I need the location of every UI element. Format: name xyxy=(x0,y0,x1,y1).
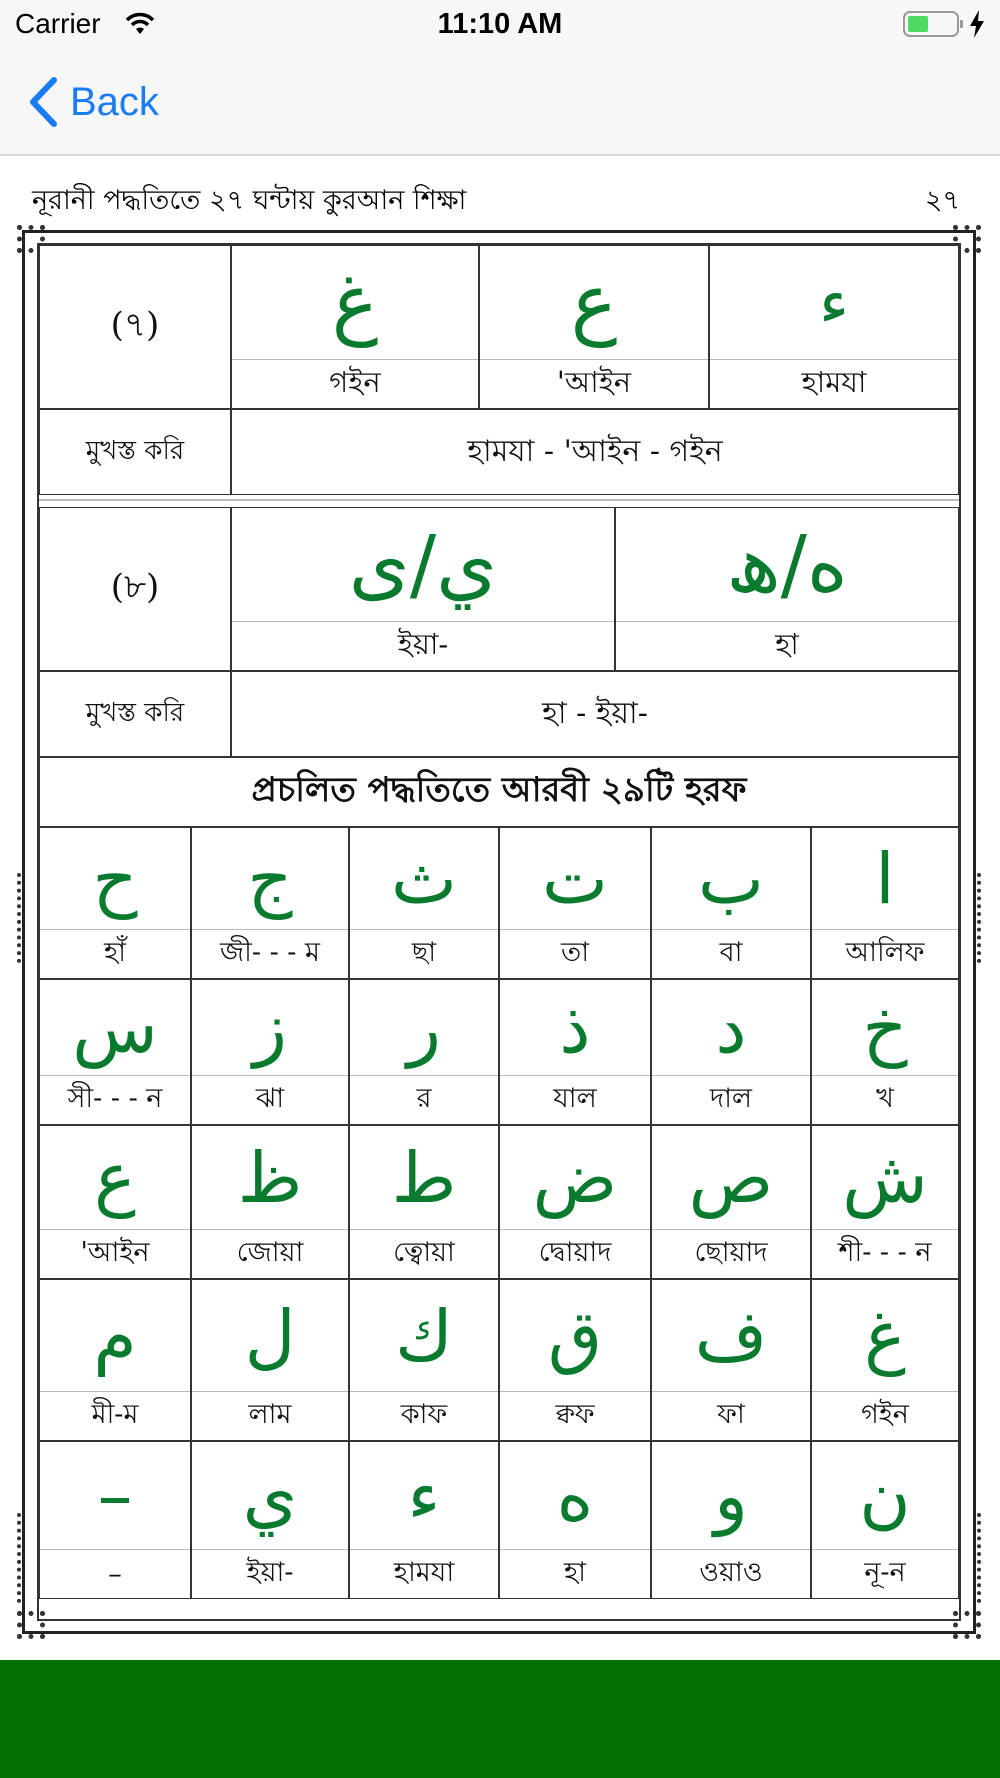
alphabet-cell[interactable] xyxy=(191,1441,349,1599)
ornament-icon xyxy=(977,1513,987,1603)
letter-name: নূ-ন xyxy=(864,1556,906,1588)
back-label: Back xyxy=(70,79,159,124)
letter-card[interactable] xyxy=(231,507,615,671)
alphabet-cell[interactable] xyxy=(499,979,651,1125)
arabic-letter: ع xyxy=(40,1126,190,1230)
letter-name: র xyxy=(416,1082,432,1114)
alphabet-cell[interactable] xyxy=(651,1125,811,1279)
alphabet-cell[interactable] xyxy=(499,1279,651,1441)
alphabet-cell[interactable] xyxy=(811,1279,959,1441)
alphabet-cell[interactable] xyxy=(811,827,959,979)
alphabet-cell[interactable] xyxy=(191,1279,349,1441)
letter-name: খ xyxy=(876,1082,894,1114)
letter-card[interactable] xyxy=(615,507,959,671)
arabic-letter: – xyxy=(40,1442,190,1550)
letter-name: কাফ xyxy=(400,1398,448,1430)
arabic-letter: م xyxy=(40,1280,190,1392)
letter-name: ঝা xyxy=(255,1082,285,1114)
letter-name: লাম xyxy=(248,1398,292,1430)
alphabet-cell[interactable] xyxy=(39,979,191,1125)
alphabet-cell[interactable] xyxy=(39,1441,191,1599)
lesson-table xyxy=(37,243,961,1621)
divider xyxy=(39,499,959,501)
letter-name: হাঁ xyxy=(103,936,126,968)
letter-card[interactable] xyxy=(231,245,479,409)
letter-name: গইন xyxy=(861,1398,909,1430)
letter-name: ইয়া- xyxy=(397,626,449,661)
alphabet-cell[interactable] xyxy=(651,979,811,1125)
alphabet-cell[interactable] xyxy=(499,1125,651,1279)
letter-name: জী- - - ম xyxy=(220,936,320,968)
arabic-letter: ف xyxy=(652,1280,810,1392)
section-number: (৭) xyxy=(39,245,231,409)
table-title: প্রচলিত পদ্ধতিতে আরবী ২৯টি হরফ xyxy=(39,757,959,827)
arabic-letter: ر xyxy=(350,980,498,1076)
arabic-letter: ك xyxy=(350,1280,498,1392)
letter-name: হা xyxy=(563,1556,586,1588)
alphabet-cell[interactable] xyxy=(191,827,349,979)
arabic-letter: ظ xyxy=(192,1126,348,1230)
letter-name: ত্বোয়া xyxy=(393,1236,455,1268)
arabic-letter: ج xyxy=(192,828,348,930)
section-number: (৮) xyxy=(39,507,231,671)
alphabet-cell[interactable] xyxy=(349,827,499,979)
letter-name: তা xyxy=(560,936,590,968)
bottom-banner xyxy=(0,1660,1000,1778)
letter-name: হামযা xyxy=(393,1556,455,1588)
alphabet-cell[interactable] xyxy=(39,1279,191,1441)
arabic-letter: ب xyxy=(652,828,810,930)
letter-name: দাল xyxy=(709,1082,753,1114)
letter-name: 'আইন xyxy=(556,364,632,399)
ornament-icon xyxy=(17,1513,27,1603)
arabic-letter: ط xyxy=(350,1126,498,1230)
back-button[interactable] xyxy=(28,74,159,130)
letter-name: ওয়াও xyxy=(699,1556,763,1588)
alphabet-cell[interactable] xyxy=(39,1125,191,1279)
book-page xyxy=(0,158,1000,1658)
alphabet-cell[interactable] xyxy=(349,1125,499,1279)
arabic-letter: ه xyxy=(500,1442,650,1550)
clock-time: 11:10 AM xyxy=(437,8,563,40)
letter-name: আলিফ xyxy=(845,936,925,968)
arabic-letter: ع xyxy=(480,246,708,360)
battery-icon xyxy=(903,10,965,42)
letter-name: যাল xyxy=(553,1082,597,1114)
letter-name: 'আইন xyxy=(80,1236,150,1268)
alphabet-cell[interactable] xyxy=(191,1125,349,1279)
charging-bolt-icon xyxy=(968,9,986,43)
ornament-icon xyxy=(977,873,987,963)
letter-name: জোয়া xyxy=(236,1236,304,1268)
alphabet-cell[interactable] xyxy=(651,827,811,979)
letter-name: মী-ম xyxy=(91,1398,139,1430)
letter-name: সী- - - ন xyxy=(67,1082,163,1114)
letter-name: শী- - - ন xyxy=(838,1236,932,1268)
carrier-label: Carrier xyxy=(15,8,101,39)
alphabet-cell[interactable] xyxy=(499,1441,651,1599)
arabic-letter: ش xyxy=(812,1126,958,1230)
arabic-letter: ء xyxy=(350,1442,498,1550)
page-header: নূরানী পদ্ধতিতে ২৭ ঘন্টায় কুরআন শিক্ষা xyxy=(32,185,467,216)
arabic-letter: خ xyxy=(812,980,958,1076)
alphabet-cell[interactable] xyxy=(191,979,349,1125)
ornamental-frame xyxy=(22,230,976,1634)
arabic-letter: و xyxy=(652,1442,810,1550)
letter-name: দ্বোয়াদ xyxy=(538,1236,612,1268)
alphabet-cell[interactable] xyxy=(811,1125,959,1279)
alphabet-cell[interactable] xyxy=(811,1441,959,1599)
arabic-letter: د xyxy=(652,980,810,1076)
arabic-letter: ت xyxy=(500,828,650,930)
navigation-bar xyxy=(0,50,1000,156)
alphabet-cell[interactable] xyxy=(499,827,651,979)
memorize-label: মুখস্ত করি xyxy=(39,409,231,495)
status-bar xyxy=(0,0,1000,50)
arabic-letter: ي xyxy=(192,1442,348,1550)
arabic-letter: غ xyxy=(232,246,478,360)
letter-name: – xyxy=(108,1558,122,1590)
arabic-letter: ل xyxy=(192,1280,348,1392)
letter-card[interactable] xyxy=(479,245,709,409)
letter-name: ফা xyxy=(717,1398,745,1430)
arabic-letter: ه/ھ xyxy=(616,508,958,622)
letter-name: ছা xyxy=(411,936,437,968)
arabic-letter: ذ xyxy=(500,980,650,1076)
arabic-letter: ث xyxy=(350,828,498,930)
arabic-letter: ا xyxy=(812,828,958,930)
memorize-sequence: হা - ইয়া- xyxy=(231,671,959,757)
letter-name: হামযা xyxy=(801,364,867,399)
alphabet-cell[interactable] xyxy=(349,1441,499,1599)
page-number: ২৭ xyxy=(924,185,960,216)
arabic-letter: غ xyxy=(812,1280,958,1392)
arabic-letter: ص xyxy=(652,1126,810,1230)
letter-name: বা xyxy=(719,936,743,968)
arabic-letter: ز xyxy=(192,980,348,1076)
alphabet-cell[interactable] xyxy=(349,1279,499,1441)
letter-name: গইন xyxy=(329,364,381,399)
alphabet-cell[interactable] xyxy=(39,827,191,979)
arabic-letter: ض xyxy=(500,1126,650,1230)
letter-name: হা xyxy=(775,626,799,661)
ornament-icon xyxy=(17,873,27,963)
alphabet-cell[interactable] xyxy=(651,1441,811,1599)
alphabet-cell[interactable] xyxy=(651,1279,811,1441)
arabic-letter: ي/ى xyxy=(232,508,614,622)
arabic-letter: س xyxy=(40,980,190,1076)
letter-card[interactable] xyxy=(709,245,959,409)
arabic-letter: ن xyxy=(812,1442,958,1550)
memorize-sequence: হামযা - 'আইন - গইন xyxy=(231,409,959,495)
memorize-label: মুখস্ত করি xyxy=(39,671,231,757)
arabic-letter: ء xyxy=(710,246,958,360)
alphabet-cell[interactable] xyxy=(349,979,499,1125)
arabic-letter: ق xyxy=(500,1280,650,1392)
letter-name: ক্বফ xyxy=(555,1398,595,1430)
chevron-left-icon xyxy=(28,77,58,127)
arabic-letter: ح xyxy=(40,828,190,930)
letter-name: ছোয়াদ xyxy=(694,1236,768,1268)
alphabet-cell[interactable] xyxy=(811,979,959,1125)
letter-name: ইয়া- xyxy=(246,1556,294,1588)
